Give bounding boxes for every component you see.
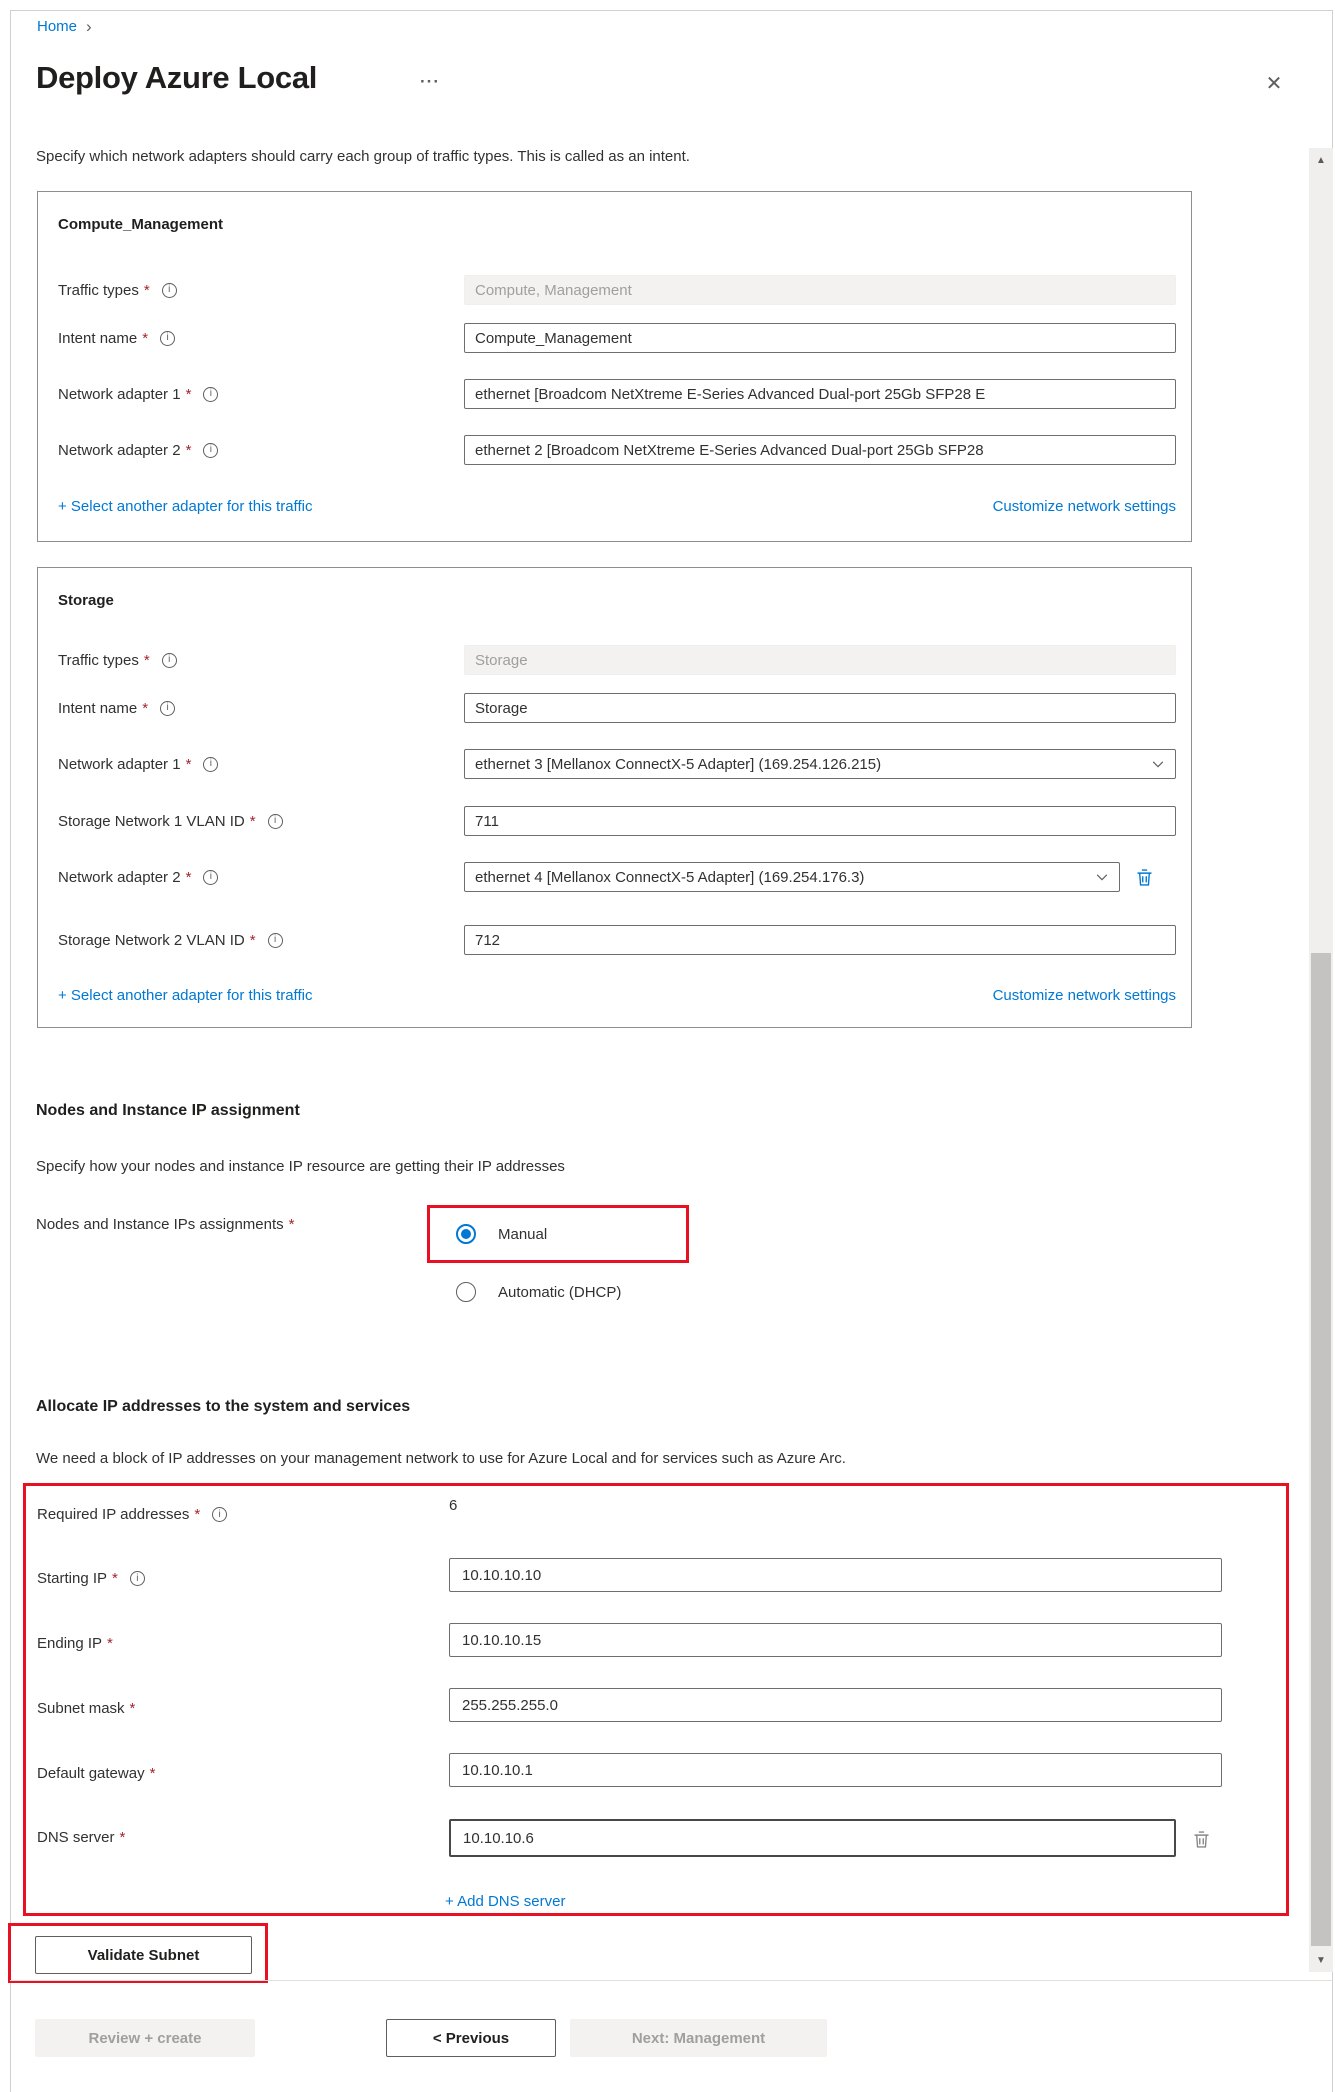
intent-name-row (58, 323, 1176, 353)
radio-manual-label: Manual (498, 1226, 548, 1243)
intro-text: Specify which network adapters should carry each group of traffic types. This is called as an intent. (36, 148, 690, 165)
intent-name-row (58, 693, 1176, 723)
breadcrumb (37, 18, 92, 35)
network-adapter-1-dropdown[interactable]: ethernet 3 [Mellanox ConnectX-5 Adapter] (169.254.126.215) (464, 749, 1176, 779)
info-icon[interactable]: i (268, 933, 283, 948)
storage-vlan-2-row (58, 925, 1176, 955)
info-icon[interactable]: i (212, 1507, 227, 1522)
add-dns-server-link[interactable]: + Add DNS server (445, 1893, 566, 1910)
ending-ip-label: Ending IP * (37, 1635, 113, 1652)
select-another-adapter-link[interactable]: + Select another adapter for this traffic (58, 498, 313, 515)
storage-vlan-1-input[interactable] (464, 806, 1176, 836)
info-icon[interactable]: i (203, 443, 218, 458)
traffic-types-row (58, 275, 1176, 305)
delete-adapter-icon[interactable] (1132, 865, 1156, 889)
breadcrumb-chevron-icon: › (86, 17, 92, 36)
close-icon[interactable]: ✕ (1265, 72, 1283, 95)
info-icon[interactable]: i (162, 653, 177, 668)
traffic-types-input (464, 275, 1176, 305)
network-adapter-1-label: Network adapter 1 * i (58, 756, 218, 773)
network-adapter-2-row (58, 435, 1176, 465)
network-adapter-1-label: Network adapter 1 * i (58, 386, 218, 403)
dns-server-input[interactable] (449, 1819, 1176, 1857)
chevron-down-icon (1095, 870, 1109, 884)
info-icon[interactable]: i (203, 870, 218, 885)
ending-ip-input[interactable] (449, 1623, 1222, 1657)
info-icon[interactable]: i (160, 331, 175, 346)
default-gateway-label: Default gateway * (37, 1765, 156, 1782)
subnet-mask-input[interactable] (449, 1688, 1222, 1722)
intent-name-label: Intent name * i (58, 330, 175, 347)
footer-divider (10, 1980, 1333, 1981)
info-icon[interactable]: i (160, 701, 175, 716)
network-adapter-2-input[interactable] (464, 435, 1176, 465)
intent-heading: Compute_Management (58, 216, 224, 233)
traffic-types-row (58, 645, 1176, 675)
storage-vlan-2-input[interactable] (464, 925, 1176, 955)
radio-automatic-dhcp-label: Automatic (DHCP) (498, 1284, 622, 1301)
intent-card-storage (37, 567, 1192, 1028)
dns-server-label: DNS server * (37, 1829, 126, 1846)
info-icon[interactable]: i (203, 387, 218, 402)
storage-vlan-1-row (58, 806, 1176, 836)
next-management-button: Next: Management (570, 2019, 827, 2057)
page-title: Deploy Azure Local (36, 60, 318, 95)
info-icon[interactable]: i (162, 283, 177, 298)
intent-name-label: Intent name * i (58, 700, 175, 717)
more-actions-icon[interactable]: ··· (420, 72, 440, 91)
traffic-types-input (464, 645, 1176, 675)
scroll-down-icon[interactable]: ▼ (1316, 1954, 1326, 1966)
intent-heading: Storage (58, 592, 114, 609)
intent-links-row (58, 498, 1176, 515)
traffic-types-label: Traffic types * i (58, 282, 177, 299)
starting-ip-input[interactable] (449, 1558, 1222, 1592)
storage-vlan-1-label: Storage Network 1 VLAN ID * i (58, 813, 283, 830)
required-ip-value: 6 (449, 1497, 458, 1514)
nodes-ip-assignments-label: Nodes and Instance IPs assignments * (36, 1216, 295, 1233)
network-adapter-2-label: Network adapter 2 * i (58, 869, 218, 886)
info-icon[interactable]: i (203, 757, 218, 772)
subnet-mask-label: Subnet mask * (37, 1700, 136, 1717)
starting-ip-label: Starting IP * i (37, 1570, 145, 1587)
intent-card-compute-management (37, 191, 1192, 542)
default-gateway-input[interactable] (449, 1753, 1222, 1787)
intent-name-input[interactable] (464, 323, 1176, 353)
scrollbar-thumb[interactable] (1311, 953, 1331, 1946)
review-create-button: Review + create (35, 2019, 255, 2057)
info-icon[interactable]: i (130, 1571, 145, 1586)
storage-vlan-2-label: Storage Network 2 VLAN ID * i (58, 932, 283, 949)
network-adapter-2-dropdown[interactable]: ethernet 4 [Mellanox ConnectX-5 Adapter] (169.254.176.3) (464, 862, 1120, 892)
allocate-ip-subtitle: We need a block of IP addresses on your management network to use for Azure Local and for services such as Azure Arc. (36, 1450, 846, 1467)
breadcrumb-home-link[interactable]: Home (37, 18, 78, 35)
info-icon[interactable]: i (268, 814, 283, 829)
network-adapter-1-input[interactable] (464, 379, 1176, 409)
network-adapter-1-row (58, 749, 1176, 779)
nodes-ip-subtitle: Specify how your nodes and instance IP resource are getting their IP addresses (36, 1158, 565, 1175)
customize-network-settings-link[interactable]: Customize network settings (992, 987, 1176, 1004)
scroll-up-icon[interactable]: ▲ (1316, 154, 1326, 166)
network-adapter-2-row (58, 862, 1176, 892)
nodes-ip-heading: Nodes and Instance IP assignment (36, 1102, 300, 1119)
network-adapter-1-row (58, 379, 1176, 409)
select-another-adapter-link[interactable]: + Select another adapter for this traffic (58, 987, 313, 1004)
radio-automatic-dhcp[interactable] (456, 1282, 476, 1302)
validate-subnet-button[interactable]: Validate Subnet (35, 1936, 252, 1974)
intent-links-row (58, 987, 1176, 1004)
customize-network-settings-link[interactable]: Customize network settings (992, 498, 1176, 515)
chevron-down-icon (1151, 757, 1165, 771)
traffic-types-label: Traffic types * i (58, 652, 177, 669)
intent-name-input[interactable] (464, 693, 1176, 723)
network-adapter-2-label: Network adapter 2 * i (58, 442, 218, 459)
required-ip-label: Required IP addresses * i (37, 1506, 227, 1523)
scrollbar-track[interactable] (1309, 148, 1333, 1972)
delete-dns-server-icon[interactable] (1189, 1827, 1213, 1851)
allocate-ip-heading: Allocate IP addresses to the system and services (36, 1398, 411, 1415)
radio-manual[interactable] (456, 1224, 476, 1244)
previous-button[interactable]: < Previous (386, 2019, 556, 2057)
